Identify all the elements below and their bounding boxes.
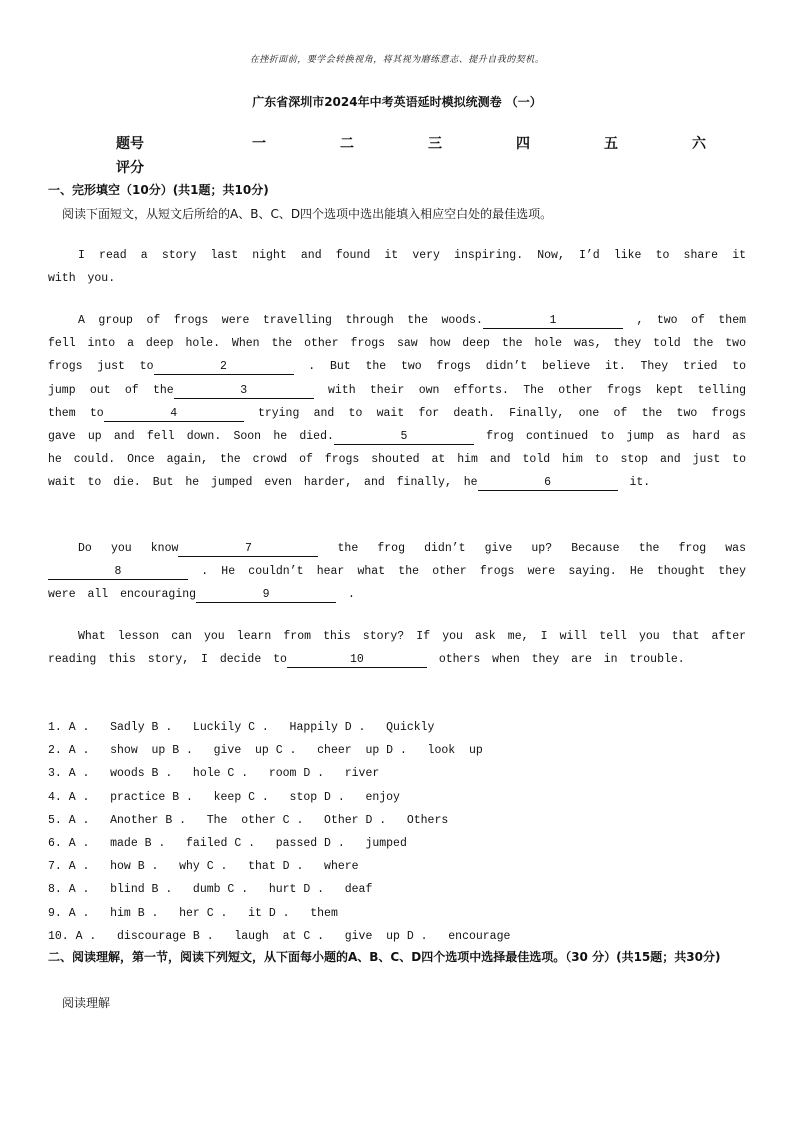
score-col-3: 三 xyxy=(428,136,442,152)
section2-heading: 二、阅读理解，第一节，阅读下列短文，从下面每小题的A、B、C、D四个选项中选择最佳选项。（30 分）(共15题；共30分) xyxy=(48,950,721,964)
section1-heading: 一、完形填空（10分）(共1题；共10分) xyxy=(48,183,269,197)
blank-8[interactable]: 8 xyxy=(48,564,188,580)
blank-9[interactable]: 9 xyxy=(196,587,336,603)
blank-3[interactable]: 3 xyxy=(174,383,314,399)
p3-text-c: . He couldn’t hear what the other frogs were saying. He thought they were all encouraging xyxy=(48,565,746,602)
blank-6[interactable]: 6 xyxy=(478,475,618,491)
option-row-4[interactable]: 4. A . practice B . keep C . stop D . enjoy xyxy=(48,790,400,804)
option-row-7[interactable]: 7. A . how B . why C . that D . where xyxy=(48,860,359,874)
score-col-2: 二 xyxy=(340,136,354,152)
p3-text-a: Do you know xyxy=(78,542,179,555)
score-table-header xyxy=(0,133,794,155)
motto-line: 在挫折面前，要学会转换视角，将其视为磨练意志、提升自我的契机。 xyxy=(249,55,545,65)
blank-10[interactable]: 10 xyxy=(287,652,427,668)
section1-instruction: 阅读下面短文，从短文后所给的A、B、C、D四个选项中选出能填入相应空白处的最佳选项。 xyxy=(62,207,553,221)
blank-2[interactable]: 2 xyxy=(154,359,294,375)
score-col-6: 六 xyxy=(692,136,706,152)
blank-5[interactable]: 5 xyxy=(334,429,474,445)
option-row-3[interactable]: 3. A . woods B . hole C . room D . river xyxy=(48,767,380,781)
paragraph-1 xyxy=(48,244,746,290)
score-col-1: 一 xyxy=(252,136,266,152)
score-row-label: 评分 xyxy=(116,160,144,176)
option-row-9[interactable]: 9. A . him B . her C . it D . them xyxy=(48,906,338,920)
p4-text-b: others when they are in trouble. xyxy=(438,653,685,667)
p2-text-g: it. xyxy=(629,476,651,490)
option-row-1[interactable]: 1. A . Sadly B . Luckily C . Happily D . Quickly xyxy=(48,721,435,734)
p3-text-d: . xyxy=(347,588,355,602)
blank-7[interactable]: 7 xyxy=(178,541,318,557)
p2-text-a: A group of frogs were travelling through the woods. xyxy=(78,314,483,327)
paragraph-4 xyxy=(48,625,746,671)
section2-subheading: 阅读理解 xyxy=(62,996,111,1010)
blank-1[interactable]: 1 xyxy=(483,313,623,329)
score-col-4: 四 xyxy=(516,136,530,152)
blank-4[interactable]: 4 xyxy=(104,406,244,422)
score-col-5: 五 xyxy=(604,136,618,152)
p2-text-c: . But the two frogs didn’t believe it. They tried to jump out of the xyxy=(48,360,747,397)
paragraph-1-text: I read a story last night and found it very inspiring. Now, I’d like to share it with you. xyxy=(48,249,746,286)
option-row-6[interactable]: 6. A . made B . failed C . passed D . jumped xyxy=(48,836,407,850)
p2-text-e: trying and to wait for death. Finally, one of the two frogs gave up and fell down. Soon he died. xyxy=(48,406,747,444)
score-table-label: 题号 xyxy=(116,136,144,152)
options-list xyxy=(48,716,510,948)
option-row-2[interactable]: 2. A . show up B . give up C . cheer up D . look up xyxy=(48,744,483,758)
page-title: 广东省深圳市2024年中考英语延时模拟统测卷 （一） xyxy=(252,95,542,109)
p2-text-d: with their own efforts. The other frogs kept telling them to xyxy=(48,383,746,420)
p2-text-f: frog continued to jump as hard as he could. Once again, the crowd of frogs shouted at him and told him to stop and just to wait to die. But he jumped even harder, and finally, he xyxy=(48,430,746,490)
option-row-5[interactable]: 5. A . Another B . The other C . Other D . Others xyxy=(48,813,449,827)
p4-text-a: What lesson can you learn from this story? If you ask me, I will tell you that after reading this story, I decide to xyxy=(48,630,746,667)
option-row-8[interactable]: 8. A . blind B . dumb C . hurt D . deaf xyxy=(48,883,373,897)
p2-text-b: , two of them fell into a deep hole. When the other frogs saw how deep the hole was, they told the two frogs just to xyxy=(48,314,747,374)
p3-text-b: the frog didn’t give up? Because the frog was xyxy=(337,542,746,555)
paragraph-2 xyxy=(48,309,746,495)
option-row-10[interactable]: 10. A . discourage B . laugh at C . give up D . encourage xyxy=(48,929,511,943)
paragraph-3 xyxy=(48,537,746,607)
